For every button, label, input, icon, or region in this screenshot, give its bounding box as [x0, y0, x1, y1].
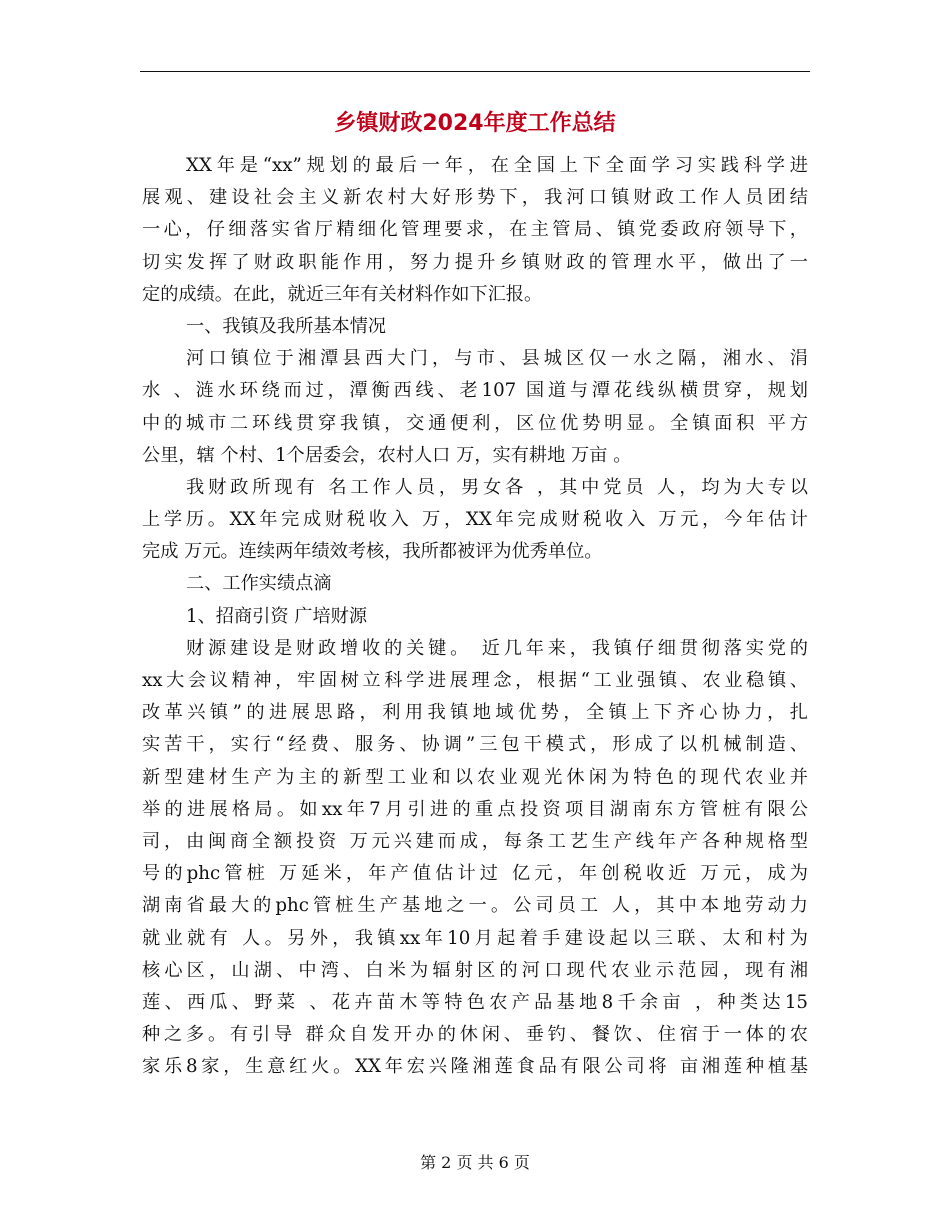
text-line: 核心区，山湖、中湾、白米为辐射区的河口现代农业示范园，现有湘	[142, 959, 808, 981]
text-line: 展观、建设社会主义新农村大好形势下，我河口镇财政工作人员团结	[142, 187, 808, 209]
page-footer: 第 2 页 共 6 页	[420, 1153, 530, 1172]
text-line: 举的进展格局。如xx年7月引进的重点投资项目湖南东方管桩有限公	[142, 798, 808, 820]
text-line: 河口镇位于湘潭县西大门，与市、县城区仅一水之隔，湘水、涓	[186, 348, 808, 370]
text-line: 中的城市二环线贯穿我镇，交通便利，区位优势明显。全镇面积 平方	[142, 412, 808, 434]
text-line: 1、招商引资 广培财源	[186, 605, 368, 627]
text-line: 种之多。有引导 群众自发开办的休闲、垂钓、餐饮、住宿于一体的农	[142, 1024, 808, 1046]
text-line: 一心，仔细落实省厅精细化管理要求，在主管局、镇党委政府领导下，	[142, 219, 808, 241]
text-line: XX年是“xx”规划的最后一年，在全国上下全面学习实践科学进	[186, 155, 808, 176]
text-line: 完成 万元。连续两年绩效考核，我所都被评为优秀单位。	[142, 541, 603, 563]
document-body	[142, 150, 808, 1083]
text-line: 上学历。XX年完成财税收入 万，XX年完成财税收入 万元，今年估计	[142, 509, 808, 531]
document-title: 乡镇财政2024年度工作总结	[334, 111, 616, 136]
text-line: 定的成绩。在此，就近三年有关材料作如下汇报。	[142, 283, 543, 305]
text-line: 家乐8家，生意红火。XX年宏兴隆湘莲食品有限公司将 亩湘莲种植基	[142, 1056, 808, 1078]
text-line: 切实发挥了财政职能作用，努力提升乡镇财政的管理水平，做出了一	[142, 251, 808, 273]
text-line: 就业就有 人。另外，我镇xx年10月起着手建设起以三联、太和村为	[142, 927, 808, 949]
text-line: 一、我镇及我所基本情况	[186, 315, 387, 337]
text-line: xx大会议精神，牢固树立科学进展理念，根据“工业强镇、农业稳镇、	[142, 670, 808, 691]
text-line: 实苦干，实行“经费、服务、协调”三包干模式，形成了以机械制造、	[142, 734, 808, 756]
text-line: 水 、涟水环绕而过，潭衡西线、老107 国道与潭花线纵横贯穿，规划	[142, 380, 808, 402]
text-line: 湖南省最大的phc管桩生产基地之一。公司员工 人，其中本地劳动力	[142, 895, 808, 917]
text-line: 新型建材生产为主的新型工业和以农业观光休闲为特色的现代农业并	[142, 766, 808, 788]
text-line: 改革兴镇”的进展思路，利用我镇地域优势，全镇上下齐心协力，扎	[142, 702, 808, 724]
text-line: 司，由闽商全额投资 万元兴建而成，每条工艺生产线年产各种规格型	[142, 830, 808, 852]
text-line: 二、工作实绩点滴	[186, 573, 332, 595]
text-line: 财源建设是财政增收的关键。 近几年来，我镇仔细贯彻落实党的	[186, 637, 808, 659]
header-rule	[140, 71, 810, 72]
text-line: 号的phc管桩 万延米，年产值估计过 亿元，年创税收近 万元，成为	[142, 863, 808, 885]
text-line: 我财政所现有 名工作人员，男女各 ，其中党员 人，均为大专以	[186, 476, 808, 498]
text-line: 公里，辖 个村、1个居委会，农村人口 万，实有耕地 万亩 。	[142, 444, 632, 466]
text-line: 莲、西瓜、野菜 、花卉苗木等特色农产品基地8千余亩 ，种类达15	[142, 991, 808, 1013]
